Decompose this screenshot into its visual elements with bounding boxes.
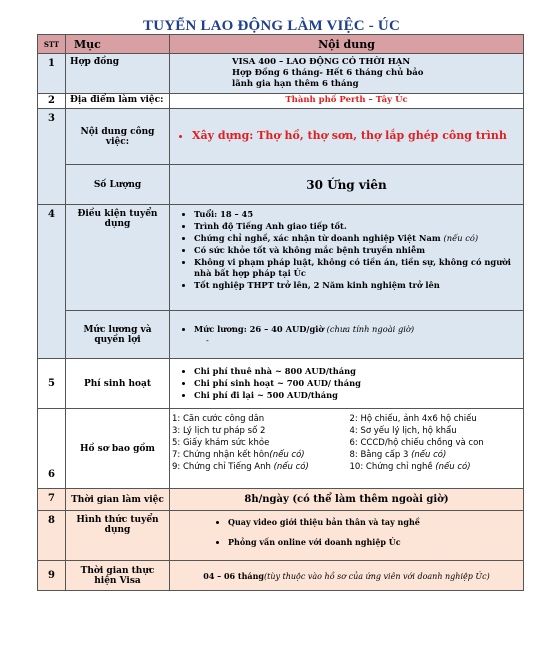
row-number: 4 (38, 205, 66, 359)
doc-item: 6: CCCD/hộ chiếu chồng và con (349, 438, 484, 448)
table-row (38, 311, 524, 359)
living-costs (170, 359, 524, 409)
salary-value: Mức lương: 26 – 40 AUD/giờ (194, 324, 324, 334)
recruitment-method (170, 511, 524, 561)
row-number: 5 (38, 359, 66, 409)
working-hours: 8h/ngày (có thể làm thêm ngoài giờ) (170, 489, 524, 511)
cost-item: • Chi phí đi lại ~ 500 AUD/tháng (194, 390, 517, 401)
row-number: 9 (38, 561, 66, 591)
contract-type: VISA 400 – LAO ĐỘNG CÓ THỜI HẠN (232, 57, 411, 67)
recruitment-table (37, 34, 524, 591)
table-row (38, 54, 524, 94)
doc-item: 8: Bằng cấp 3 (nếu có) (349, 450, 447, 460)
table-row (38, 489, 524, 511)
requirement-item: • Tuổi: 18 – 45 (194, 209, 517, 220)
row-label: Thời gian thực hiện Visa (66, 561, 170, 591)
salary-note: (chưa tính ngoài giờ) (326, 324, 415, 334)
cost-item: • Chi phí thuê nhà ~ 800 AUD/tháng (194, 366, 517, 377)
method-item: • Quay video giới thiệu bản thân và tay nghề (228, 517, 523, 528)
work-location: Thành phố Perth – Tây Úc (170, 94, 524, 109)
doc-item: 10: Chứng chỉ nghề (nếu có) (349, 462, 471, 472)
requirement-item: • Tốt nghiệp THPT trở lên, 2 Năm kinh nghiệm trở lên (194, 280, 517, 291)
row-label: Hợp đồng (66, 54, 170, 94)
table-row (38, 359, 524, 409)
row-label: Hồ sơ bao gồm (66, 409, 170, 489)
row-content (170, 54, 524, 94)
row-number: 7 (38, 489, 66, 511)
table-row (38, 109, 524, 165)
row-sub-label: Mức lương và quyền lợi (66, 311, 170, 359)
doc-item: 4: Sơ yếu lý lịch, hộ khẩu (349, 426, 457, 436)
header-noi-dung: Nội dung (170, 35, 524, 54)
row-label: Địa điểm làm việc: (66, 94, 170, 109)
visa-timeline (170, 561, 524, 591)
doc-item: 9: Chứng chỉ Tiếng Anh (nếu có) (172, 462, 309, 472)
requirement-item (194, 233, 517, 244)
salary-dash: - (206, 335, 209, 345)
doc-item: 3: Lý lịch tư pháp số 2 (172, 426, 266, 436)
cost-item: • Chi phí sinh hoạt ~ 700 AUD/ tháng (194, 378, 517, 389)
header-stt: STT (38, 35, 66, 54)
table-row (38, 205, 524, 311)
table-row (38, 409, 524, 489)
requirement-item: • Có sức khỏe tốt và không mắc bệnh truyền nhiễm (194, 245, 517, 256)
method-item: • Phỏng vấn online với doanh nghiệp Úc (228, 537, 523, 548)
row-number: 6 (38, 409, 66, 489)
page-title: TUYỂN LAO ĐỘNG LÀM VIỆC - ÚC (142, 18, 400, 34)
row-sub-label: Số Lượng (66, 165, 170, 205)
requirements (170, 205, 524, 311)
row-label: Điều kiện tuyển dụng (66, 205, 170, 311)
doc-item: 2: Hộ chiếu, ảnh 4x6 hộ chiếu (349, 414, 477, 424)
requirement-item: • Trình độ Tiếng Anh giao tiếp tốt. (194, 221, 517, 232)
row-label: Nội dung công việc: (66, 109, 170, 165)
table-row (38, 94, 524, 109)
table-row (38, 165, 524, 205)
job-content-item: • Xây dựng: Thợ hồ, thợ sơn, thợ lắp ghép công trình (192, 129, 523, 143)
contract-term-2: lãnh gia hạn thêm 6 tháng (232, 79, 359, 89)
row-label: Phí sinh hoạt (66, 359, 170, 409)
headcount: 30 Ứng viên (170, 165, 524, 205)
table-row (38, 511, 524, 561)
row-number: 2 (38, 94, 66, 109)
salary (170, 311, 524, 359)
row-label: Hình thức tuyển dụng (66, 511, 170, 561)
row-label: Thời gian làm việc (66, 489, 170, 511)
table-row (38, 561, 524, 591)
visa-note: (tùy thuộc vào hồ sơ của ứng viên với doanh nghiệp Úc) (263, 571, 490, 581)
row-number: 3 (38, 109, 66, 205)
job-content (170, 109, 524, 165)
doc-item: 5: Giấy khám sức khỏe (172, 438, 270, 448)
doc-item: 7: Chứng nhận kết hôn(nếu có) (172, 450, 305, 460)
requirement-text: Chứng chỉ nghề, xác nhận từ doanh nghiệp Việt Nam (194, 233, 441, 243)
row-number: 8 (38, 511, 66, 561)
requirement-item: • Không vi phạm pháp luật, không có tiền án, tiền sự, không có người nhà bất hợp pháp tại Úc (194, 257, 517, 279)
doc-item: 1: Căn cước công dân (172, 414, 265, 424)
table-header (38, 35, 524, 54)
requirement-note: (nếu có) (443, 233, 479, 243)
contract-term-1: Hợp Đồng 6 tháng- Hết 6 tháng chủ bảo (232, 68, 424, 78)
documents (170, 409, 524, 489)
visa-duration: 04 – 06 tháng (203, 570, 264, 581)
header-muc: Mục (66, 35, 170, 54)
row-number: 1 (38, 54, 66, 94)
